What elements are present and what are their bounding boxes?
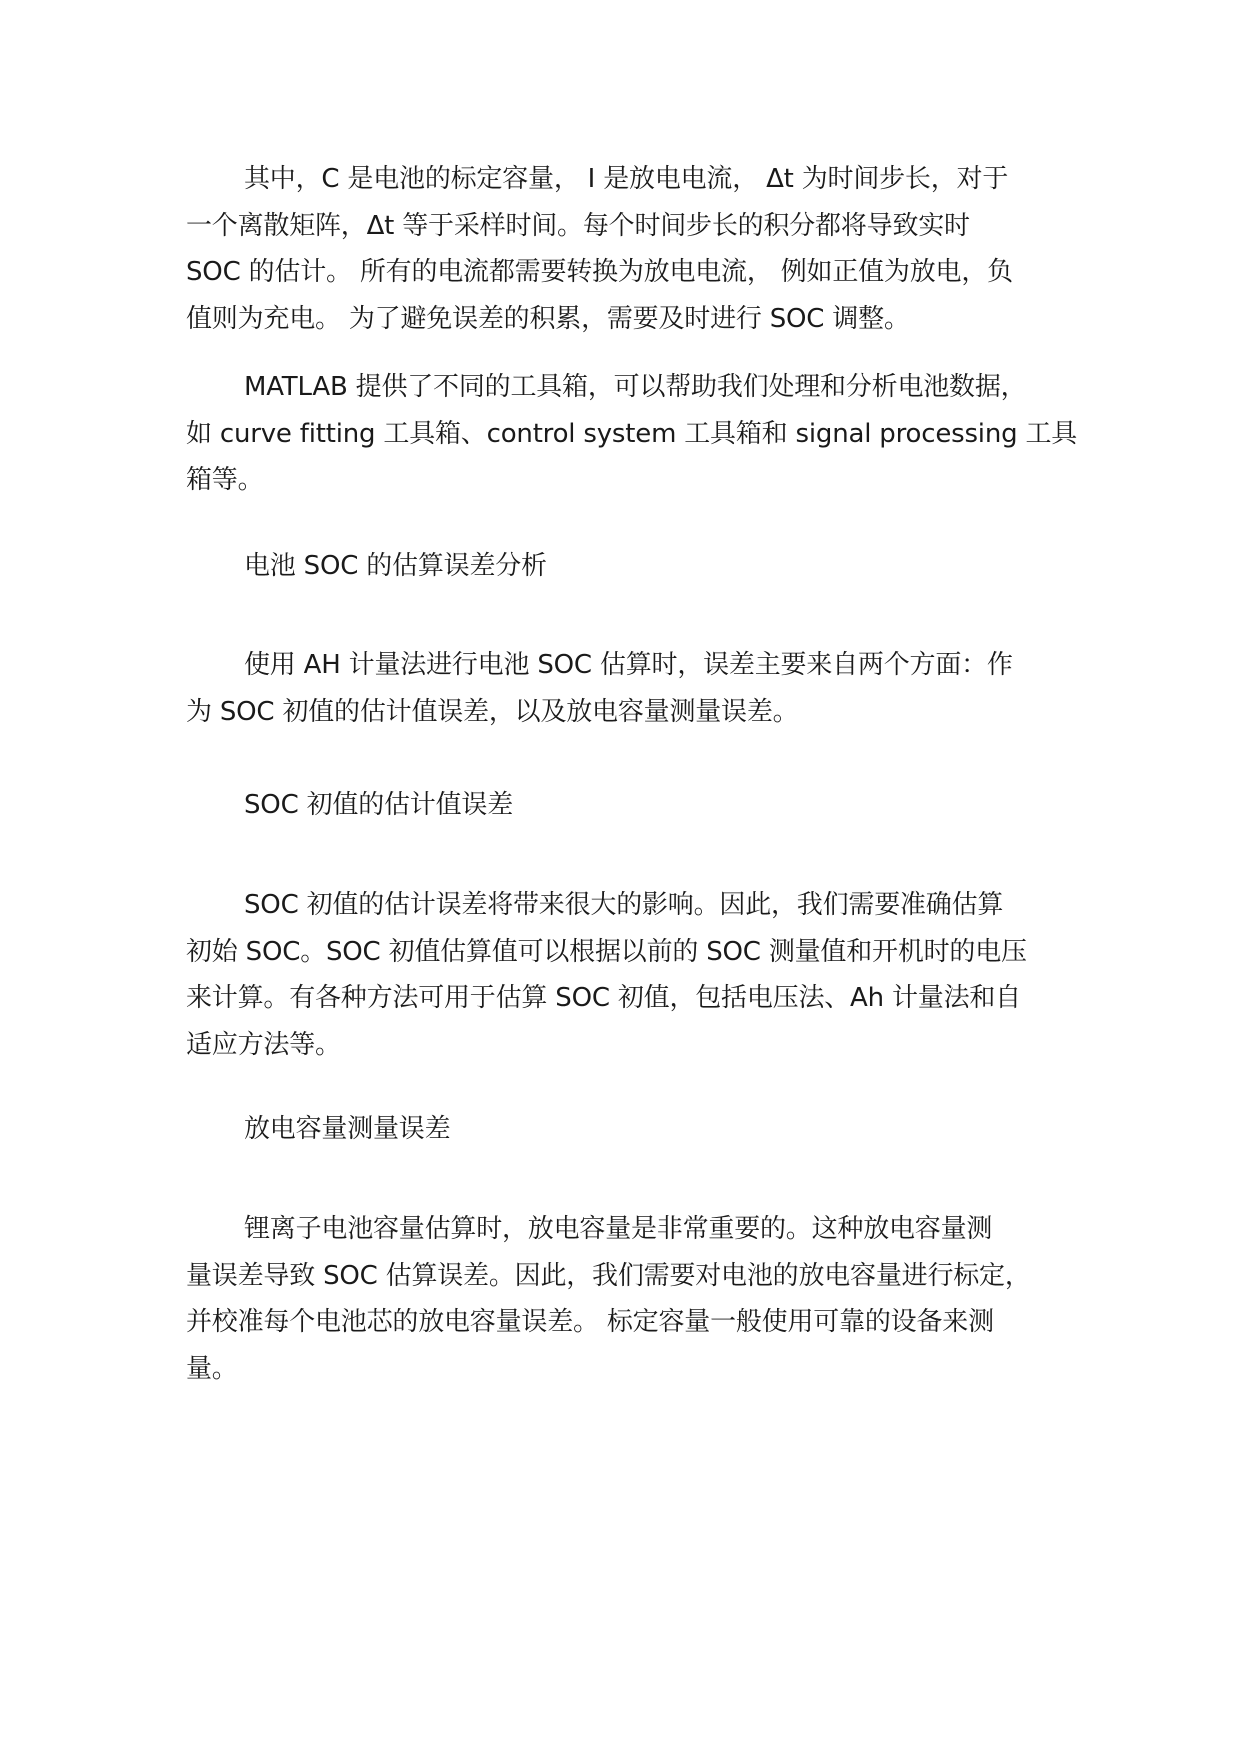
- paragraph-line: 箱等。: [186, 465, 264, 495]
- paragraph-line: 适应方法等。: [186, 1029, 341, 1060]
- paragraph-line: 量误差导致 SOC 估算误差。因此，我们需要对电池的放电容量进行标定，: [186, 1260, 1031, 1291]
- paragraph-line: 并校准每个电池芯的放电容量误差。 标定容量一般使用可靠的设备来测: [186, 1307, 994, 1337]
- heading-initial-soc-error: SOC 初值的估计值误差: [244, 790, 513, 820]
- paragraph-line: 值则为充电。 为了避免误差的积累，需要及时进行 SOC 调整。: [186, 303, 910, 334]
- paragraph-line: SOC 的估计。 所有的电流都需要转换为放电电流， 例如正值为放电，负: [186, 257, 1013, 287]
- heading-capacity-measurement-error: 放电容量测量误差: [244, 1114, 451, 1144]
- paragraph-line: 如 curve fitting 工具箱、control system 工具箱和 signal processing 工具: [186, 418, 1078, 449]
- paragraph-line: 使用 AH 计量法进行电池 SOC 估算时，误差主要来自两个方面：作: [244, 650, 1013, 680]
- paragraph-line: SOC 初值的估计误差将带来很大的影响。因此，我们需要准确估算: [244, 890, 1004, 920]
- paragraph-line: 其中，C 是电池的标定容量， I 是放电电流， Δt 为时间步长，对于: [244, 164, 1009, 194]
- paragraph-soc-integration: [186, 156, 1076, 342]
- paragraph-capacity-calibration: [186, 1206, 1076, 1392]
- paragraph-line: 量。: [186, 1353, 238, 1384]
- paragraph-line: 一个离散矩阵，Δt 等于采样时间。每个时间步长的积分都将导致实时: [186, 210, 970, 241]
- paragraph-initial-soc-estimation: [186, 882, 1076, 1068]
- heading-soc-error-analysis: 电池 SOC 的估算误差分析: [244, 551, 547, 581]
- paragraph-line: 锂离子电池容量估算时，放电容量是非常重要的。这种放电容量测: [244, 1214, 993, 1244]
- paragraph-line: 为 SOC 初值的估计值误差，以及放电容量测量误差。: [186, 696, 799, 727]
- paragraph-line: 初始 SOC。SOC 初值估算值可以根据以前的 SOC 测量值和开机时的电压: [186, 936, 1027, 967]
- paragraph-ah-error-sources: [186, 642, 1076, 735]
- paragraph-line: MATLAB 提供了不同的工具箱，可以帮助我们处理和分析电池数据，: [244, 372, 1027, 402]
- paragraph-matlab-toolboxes: [186, 364, 1076, 504]
- paragraph-line: 来计算。有各种方法可用于估算 SOC 初值，包括电压法、Ah 计量法和自: [186, 983, 1021, 1013]
